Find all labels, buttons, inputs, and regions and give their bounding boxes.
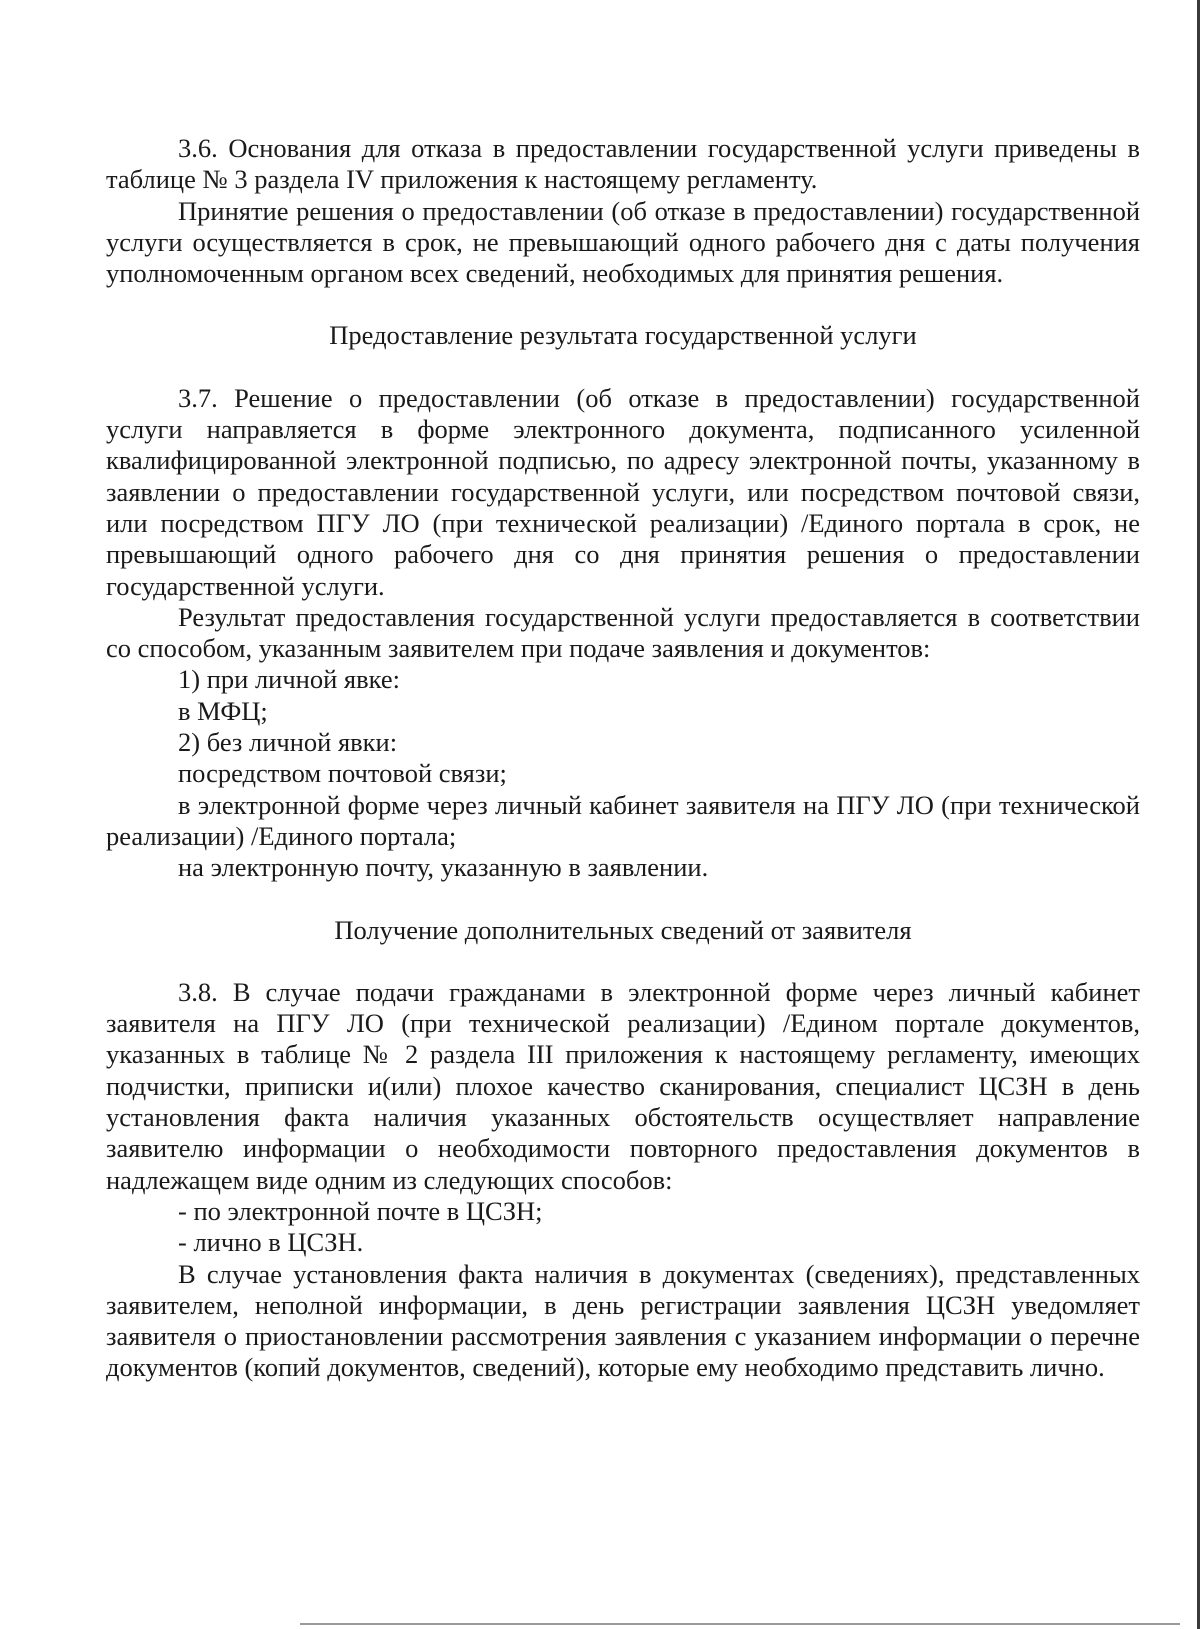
paragraph-decision: Принятие решения о предоставлении (об отказе в предоставлении) государственной услуги осуществляется в срок, не превышающий одного рабочего дня с даты получения уполномоченным органом всех сведений, необходимых для принятия решения. (106, 195, 1140, 289)
paragraph-3-7: 3.7. Решение о предоставлении (об отказе в предоставлении) государственной услуги направляется в форме электронного документа, подписанного усиленной квалифицированной электронной подписью, по адресу электронной почты, указанному в заявлении о предоставлении государственной услуги, или посредством почтовой связи, или посредством ПГУ ЛО (при технической реализации) /Единого портала в срок, не превышающий одного рабочего дня со дня принятия решения о предоставлении государственной услуги. (106, 382, 1140, 601)
list-item-option-email: - по электронной почте в ЦСЗН; (178, 1195, 543, 1226)
document-page (106, 133, 1140, 1384)
list-item-personal-visit: 1) при личной явке: (178, 664, 400, 695)
heading-result: Предоставление результата государственной услуги (329, 320, 917, 351)
list-item-option-personal: - лично в ЦСЗН. (178, 1227, 364, 1258)
paragraph-3-6: 3.6. Основания для отказа в предоставлении государственной услуги приведены в таблице № 3 раздела IV приложения к настоящему регламенту. (106, 133, 1140, 195)
list-item-electronic: в электронной форме через личный кабинет заявителя на ПГУ ЛО (при технической реализации) /Единого портала; (106, 789, 1140, 851)
paragraph-incomplete-info: В случае установления факта наличия в документах (сведениях), представленных заявителем, неполной информации, в день регистрации заявления ЦСЗН уведомляет заявителя о приостановлении рассмотрения заявления с указанием информации о перечне документов (копий документов, сведений), которые ему необходимо представить лично. (106, 1258, 1140, 1383)
list-item-email: на электронную почту, указанную в заявлении. (178, 852, 709, 883)
list-item-post: посредством почтовой связи; (178, 758, 507, 789)
heading-additional-info: Получение дополнительных сведений от заявителя (334, 914, 912, 945)
paragraph-result-method: Результат предоставления государственной услуги предоставляется в соответствии со способом, указанным заявителем при подаче заявления и документов: (106, 601, 1140, 664)
list-item-no-visit: 2) без личной явки: (178, 727, 398, 758)
list-item-mfc: в МФЦ; (178, 695, 268, 726)
scan-edge-bottom (300, 1623, 1180, 1625)
paragraph-3-8: 3.8. В случае подачи гражданами в электронной форме через личный кабинет заявителя на ПГУ ЛО (при технической реализации) /Едином портале документов, указанных в таблице № 2 раздела III приложения к настоящему регламенту, имеющих подчистки, приписки и(или) плохое качество сканирования, специалист ЦСЗН в день установления факта наличия указанных обстоятельств осуществляет направление заявителю информации о необходимости повторного предоставления документов в надлежащем виде одним из следующих способов: (106, 976, 1140, 1195)
